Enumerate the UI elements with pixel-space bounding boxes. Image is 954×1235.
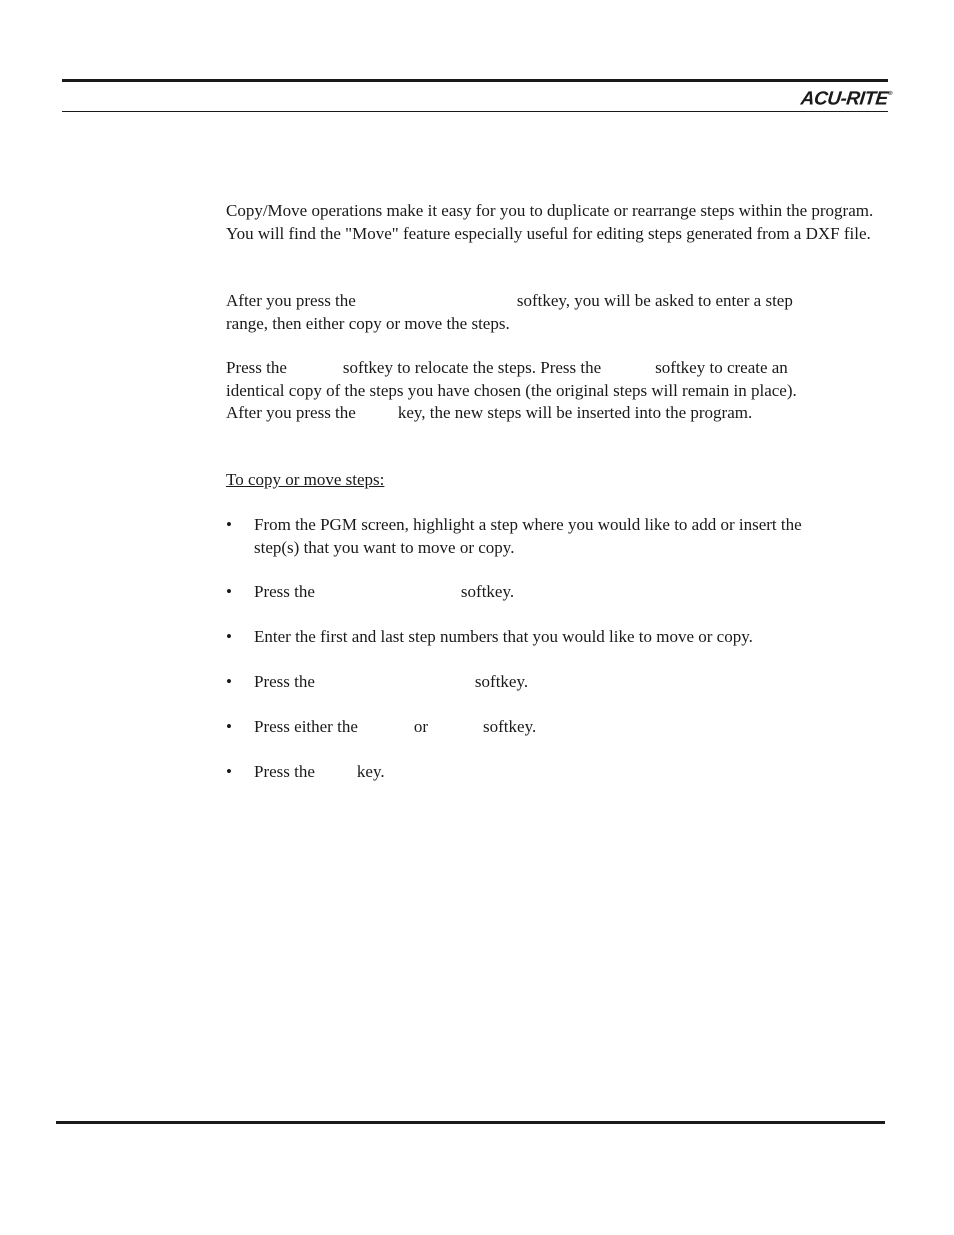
list-item (226, 671, 528, 694)
step-1-line-a: From the PGM screen, highlight a step where you would like to add or insert the (254, 515, 802, 534)
acu-rite-logo (800, 85, 893, 110)
step-3-text: Enter the first and last step numbers that you would like to move or copy. (254, 627, 753, 646)
para3-part-d: identical copy of the steps you have chosen (the original steps will remain in place). (226, 380, 797, 400)
para2-part-a: After you press the (226, 291, 356, 310)
bullet-dot: • (226, 627, 232, 646)
para3-part-c: softkey to create an (655, 358, 788, 377)
step-5-part-a: Press either the (254, 717, 358, 736)
para2-part-b: softkey, you will be asked to enter a step (516, 291, 793, 310)
list-item (226, 761, 385, 784)
bullet-dot: • (226, 762, 232, 781)
step-5-part-c: softkey. (483, 717, 537, 736)
paragraph-move-copy (226, 357, 890, 425)
step-6-part-b: key. (356, 762, 385, 781)
step-2-part-a: Press the (254, 582, 315, 601)
para3-part-a: Press the (226, 358, 287, 377)
para2-part-c: range, then either copy or move the steps. (226, 313, 510, 333)
para3-part-e: After you press the (226, 403, 356, 422)
paragraph-softkey-prompt (226, 290, 890, 335)
registered-mark: ® (888, 91, 893, 97)
step-1-line-b: step(s) that you want to move or copy. (254, 537, 515, 557)
list-item (226, 581, 514, 604)
list-item (226, 626, 753, 649)
step-4-part-b: softkey. (474, 672, 529, 691)
para3-part-b: softkey to relocate the steps. Press the (342, 358, 602, 377)
bullet-dot: • (226, 717, 232, 736)
step-5-part-b: or (413, 717, 429, 736)
intro-paragraph: Copy/Move operations make it easy for you to duplicate or rearrange steps within the program. You will find the "Move" feature especially useful for editing steps generated from a DXF file. (226, 201, 874, 243)
list-item (226, 716, 536, 739)
logo-text: ACU-RITE (800, 88, 890, 110)
header-rule-thick (62, 79, 888, 82)
footer-rule (56, 1121, 885, 1124)
section-subhead: To copy or move steps: (226, 470, 385, 489)
bullet-dot: • (226, 672, 232, 691)
list-item (226, 514, 894, 559)
header-rule-thin (62, 111, 888, 112)
para3-part-f: key, the new steps will be inserted into the program. (397, 403, 753, 422)
step-2-part-b: softkey. (460, 582, 515, 601)
step-4-part-a: Press the (254, 672, 315, 691)
bullet-dot: • (226, 582, 232, 601)
bullet-dot: • (226, 515, 232, 534)
step-6-part-a: Press the (254, 762, 315, 781)
